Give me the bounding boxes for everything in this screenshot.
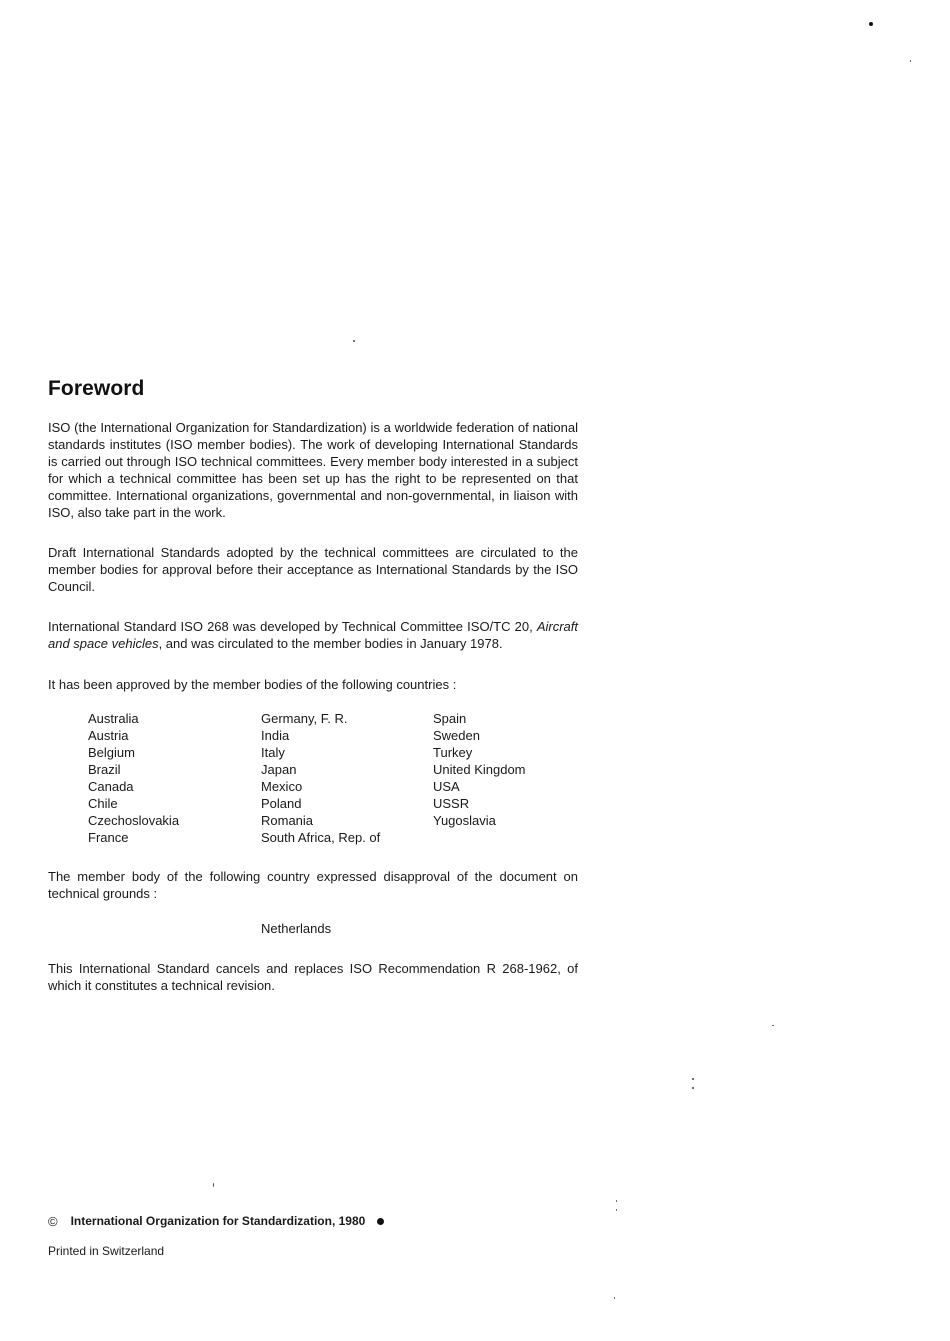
paragraph-disapproval-intro: The member body of the following country expressed disapproval of the document on technical grounds : xyxy=(48,869,578,901)
country-item: USSR xyxy=(433,796,470,811)
country-item: Mexico xyxy=(261,779,303,794)
country-item: Romania xyxy=(261,813,314,828)
country-item: Sweden xyxy=(433,728,480,743)
scan-speck xyxy=(910,60,911,62)
country-item: Belgium xyxy=(88,745,135,760)
copyright-text: International Organization for Standardization, 1980 xyxy=(70,1214,366,1228)
paragraph-draft-standards: Draft International Standards adopted by the technical committees are circulated to the member bodies for approval before their acceptance as International Standards by the ISO Council. xyxy=(48,545,578,594)
country-item: Turkey xyxy=(433,745,473,760)
countries-column-2 xyxy=(261,710,433,846)
countries-column-3 xyxy=(433,710,573,846)
scan-speck xyxy=(213,1183,214,1187)
country-item: Spain xyxy=(433,711,467,726)
country-item: Poland xyxy=(261,796,302,811)
paragraph-standard-origin-start: International Standard ISO 268 was developed by Technical Committee ISO/TC 20, xyxy=(48,619,533,634)
scan-speck xyxy=(614,1297,615,1299)
scan-speck xyxy=(692,1087,694,1089)
country-item: Italy xyxy=(261,745,285,760)
country-item: South Africa, Rep. of xyxy=(261,830,381,845)
copyright-icon: © xyxy=(48,1214,58,1229)
scan-speck xyxy=(616,1200,617,1202)
paragraph-standard-origin-end: , and was circulated to the member bodies in January 1978. xyxy=(158,636,503,651)
country-item: Austria xyxy=(88,728,129,743)
approving-countries-list xyxy=(88,710,573,846)
paragraph-iso-description: ISO (the International Organization for Standardization) is a worldwide federation of national standards institutes (ISO member bodies). The work of developing International Standards is carried out through ISO technical committees. Every member body interested in a subject for which a technical committee has been set up has the right to be represented on that committee. International organizations, governmental and non-governmental, in liaison with ISO, also take part in the work. xyxy=(48,420,578,520)
country-item: Japan xyxy=(261,762,297,777)
country-item: France xyxy=(88,830,129,845)
country-item: Australia xyxy=(88,711,139,726)
scan-speck xyxy=(353,340,355,342)
country-item: Yugoslavia xyxy=(433,813,496,828)
page-title: Foreword xyxy=(48,377,145,400)
country-item: United Kingdom xyxy=(433,762,526,777)
scan-speck xyxy=(692,1078,694,1080)
paragraph-approval-intro: It has been approved by the member bodies of the following countries : xyxy=(48,677,457,692)
paragraph-standard-origin xyxy=(48,618,578,652)
disapproving-country: Netherlands xyxy=(261,921,332,936)
country-item: India xyxy=(261,728,290,743)
committee-title: Aircraft and space vehicles xyxy=(48,619,578,651)
country-item: Czechoslovakia xyxy=(88,813,180,828)
country-item: Brazil xyxy=(88,762,121,777)
country-item: Germany, F. R. xyxy=(261,711,348,726)
country-item: Canada xyxy=(88,779,134,794)
scan-speck xyxy=(772,1025,774,1026)
countries-column-1 xyxy=(88,710,261,846)
scan-speck xyxy=(616,1209,617,1211)
printed-location: Printed in Switzerland xyxy=(48,1244,165,1258)
country-item: USA xyxy=(433,779,460,794)
scan-speck xyxy=(869,22,873,26)
bullet-icon xyxy=(377,1218,384,1225)
copyright-line xyxy=(48,1214,384,1229)
paragraph-replacement-note: This International Standard cancels and replaces ISO Recommendation R 268-1962, of which it constitutes a technical revision. xyxy=(48,961,578,993)
country-item: Chile xyxy=(88,796,118,811)
